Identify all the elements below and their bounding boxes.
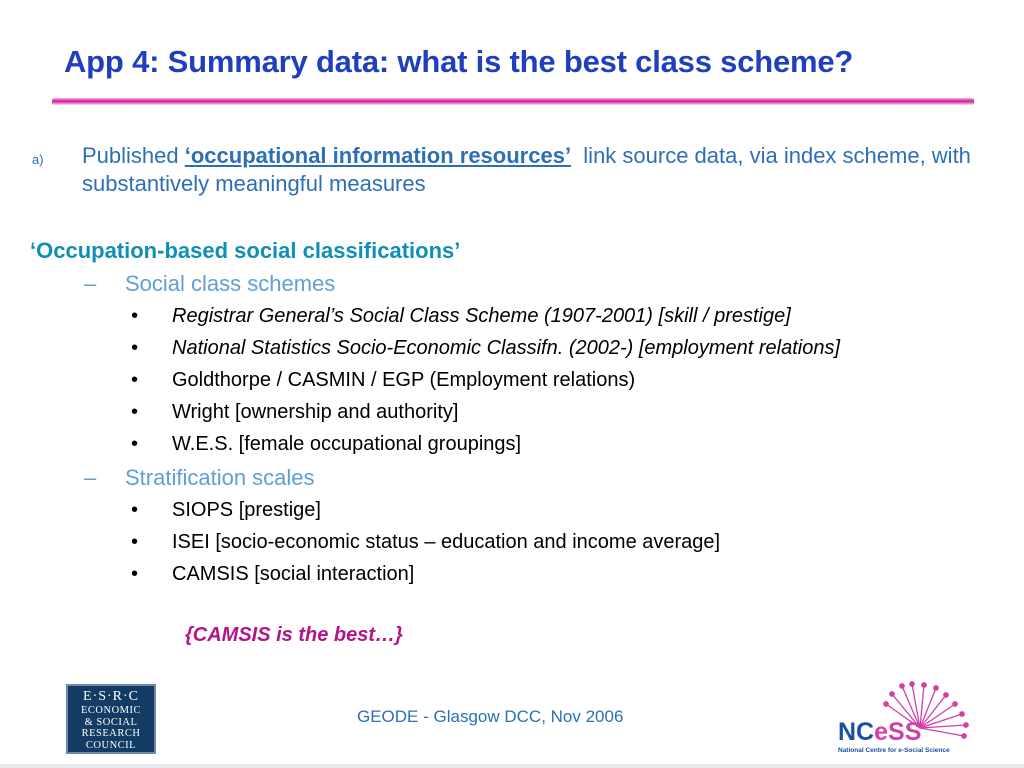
list-item-text: Goldthorpe / CASMIN / EGP (Employment relations) xyxy=(172,369,636,391)
esrc-logo-initials: E·S·R·C xyxy=(83,689,139,704)
bullet-marker: • xyxy=(131,563,139,585)
dash-marker: – xyxy=(84,465,97,490)
subheading-social-class-schemes xyxy=(84,271,335,297)
esrc-logo-line: COUNCIL xyxy=(85,739,137,751)
esrc-logo xyxy=(66,684,156,754)
subheading-stratification-scales xyxy=(84,465,315,491)
camsis-note: {CAMSIS is the best…} xyxy=(185,624,403,646)
list-item xyxy=(131,531,720,554)
list-item-text: W.E.S. [female occupational groupings] xyxy=(172,433,522,455)
dash-marker: – xyxy=(84,271,97,296)
subheading-label: Social class schemes xyxy=(125,271,336,296)
occupational-resources-link[interactable]: ‘occupational information resources’ xyxy=(184,143,572,168)
bullet-marker: • xyxy=(131,531,139,553)
svg-text:NCeSS xyxy=(838,718,921,746)
list-item-text: CAMSIS [social interaction] xyxy=(172,563,415,585)
list-item xyxy=(131,563,414,586)
section-heading: ‘Occupation-based social classifications’ xyxy=(30,238,461,263)
point-a-text xyxy=(82,142,982,198)
slide-title: App 4: Summary data: what is the best class scheme? xyxy=(64,44,854,79)
list-item-text: Registrar General’s Social Class Scheme (1907-2001) [skill / prestige] xyxy=(172,305,791,327)
bullet-marker: • xyxy=(131,305,139,327)
title-underline xyxy=(52,98,974,105)
subheading-label: Stratification scales xyxy=(125,465,315,490)
point-a-body: link source data, via index scheme, with substantively meaningful measures xyxy=(82,143,978,196)
bullet-marker: • xyxy=(131,369,139,391)
esrc-logo-line: & SOCIAL xyxy=(84,716,138,728)
ncess-logo xyxy=(832,680,972,756)
list-item-text: SIOPS [prestige] xyxy=(172,499,321,521)
list-item-text: Wright [ownership and authority] xyxy=(172,401,459,423)
ncess-logo-prefix: NC xyxy=(838,718,875,746)
ncess-logo-e: e xyxy=(874,718,889,746)
bottom-border xyxy=(0,764,1024,768)
esrc-logo-line: RESEARCH xyxy=(81,728,141,739)
list-item xyxy=(131,499,321,522)
list-item xyxy=(131,305,791,328)
point-a-marker: a) xyxy=(32,152,44,167)
list-item xyxy=(131,369,635,392)
list-item xyxy=(131,337,840,360)
bullet-marker: • xyxy=(131,499,139,521)
esrc-logo-line: ECONOMIC xyxy=(80,705,141,716)
list-item xyxy=(131,433,521,456)
bullet-marker: • xyxy=(131,433,139,455)
ncess-logo-tagline: National Centre for e-Social Science xyxy=(838,747,950,754)
list-item xyxy=(131,401,458,424)
bullet-marker: • xyxy=(131,401,139,423)
list-item-text: National Statistics Socio-Economic Classifn. (2002-) [employment relations] xyxy=(172,337,841,359)
ncess-logo-suffix: SS xyxy=(888,718,922,746)
list-item-text: ISEI [socio-economic status – education and income average] xyxy=(172,531,721,553)
ncess-burst-icon xyxy=(832,680,972,756)
footer-text: GEODE - Glasgow DCC, Nov 2006 xyxy=(357,707,624,726)
point-a-prefix: Published xyxy=(82,143,185,168)
bullet-marker: • xyxy=(131,337,139,359)
